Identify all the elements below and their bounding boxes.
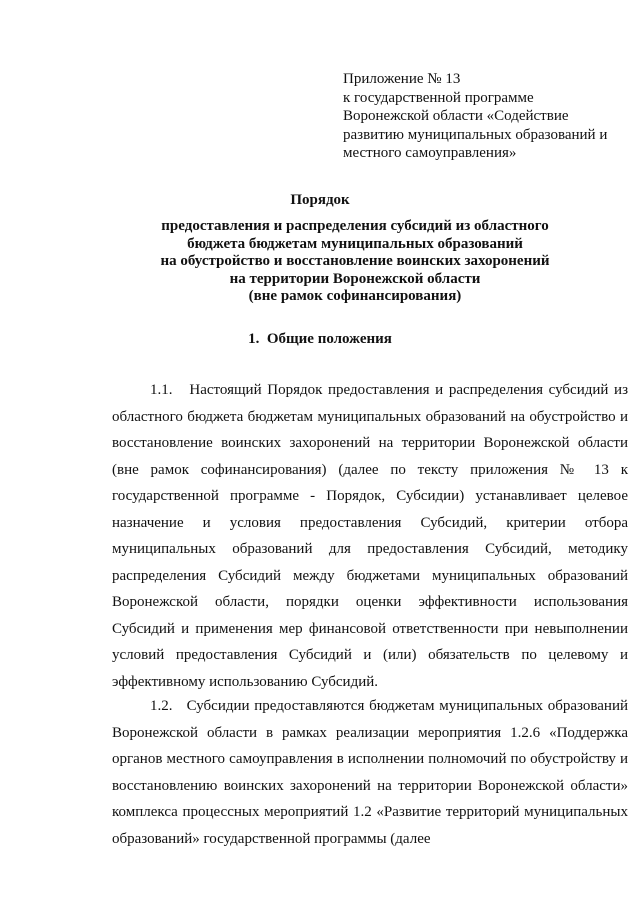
section-title: Общие положения [266,331,392,347]
document-title: Порядок [290,192,350,208]
section-heading [0,330,640,348]
paragraph-1-1 [112,377,628,695]
document-subtitle: предоставления и распределения субсидий из областного бюджета бюджетам муниципальных образований на обустройство и восстановление воинских захоронений на территории Воронежской области (вне рамок софинансирования) [160,218,550,304]
paragraph-number: 1.2. [150,698,173,714]
appendix-note: Приложение № 13 к государственной программе Воронежской области «Содействие развитию муниципальных образований и местного самоуправления» [343,71,608,161]
paragraph-text: Настоящий Порядок предоставления и распределения субсидий из областного бюджета бюджетам муниципальных образований на обустройство и восстановление воинских захоронений на территории Воронежской области (вне рамок софинансирования) (далее по тексту приложения № 13 к государственной программе - Порядок, Субсидии) устанавливает целевое назначение и условия предоставления Субсидий, критерии отбора муниципальных образований для предоставления Субсидий, методику распределения Субсидий между бюджетами муниципальных образований Воронежской области, порядки оценки эффективности использования Субсидий и применения мер финансовой ответственности при невыполнении условий предоставления Субсидий и (или) обязательств по целевому и эффективному использованию Субсидий. [112,382,629,690]
paragraph-number: 1.1. [150,382,173,398]
paragraph-1-2 [112,693,628,852]
section-number: 1. [248,331,260,347]
paragraph-text: Субсидии предоставляются бюджетам муниципальных образований Воронежской области в рамках реализации мероприятия 1.2.6 «Поддержка органов местного самоуправления в исполнении полномочий по обустройству и восстановлению воинских захоронений на территории Воронежской области» комплекса процессных мероприятий 1.2 «Развитие территорий муниципальных образований» государственной программы (далее [112,698,628,847]
